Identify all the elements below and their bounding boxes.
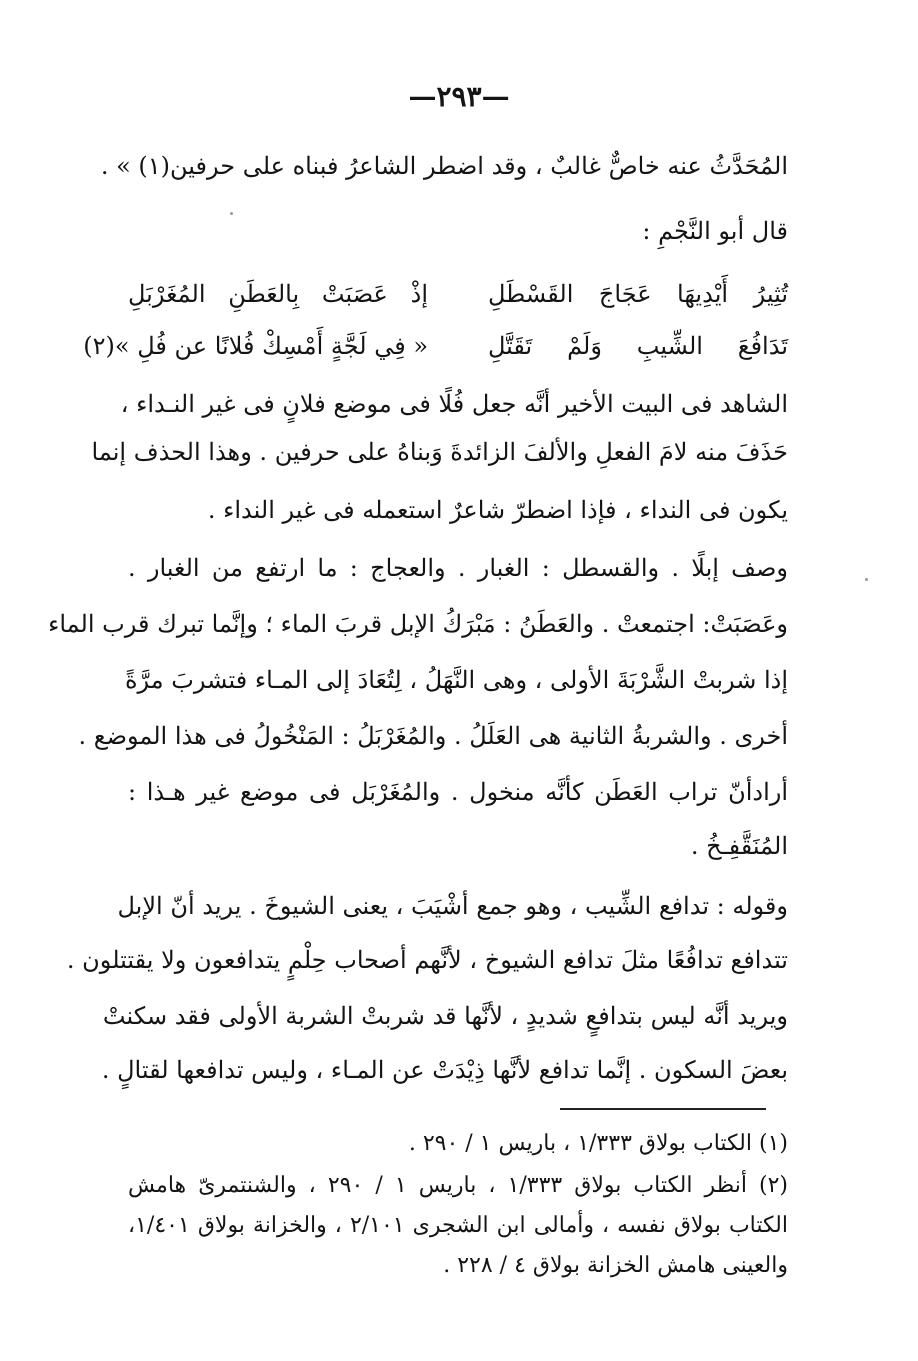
verse-2-first-hemistich: تَدَافُعَ الشِّيبِ وَلَمْ تَقَتَّلِ	[488, 332, 788, 360]
text-line-1: المُحَدَّثُ عنه خاصٌّ غالبٌ ، وقد اضطر الشاعرُ فبناه على حرفين(١) » .	[100, 152, 788, 180]
text-line-10: إذا شربتْ الشَّرْبَةَ الأولى ، وهى النَّهَلُ ، لِتُعَادَ إلى المـاء فتشربَ مرَّةً	[124, 666, 788, 694]
text-line-9: وعَصَبَتْ: اجتمعتْ . والعَطَنُ : مَبْرَكُ الإبل قربَ الماء ؛ وإنَّما تبرك قرب الماء	[48, 610, 788, 638]
verse-2-second-hemistich: « فِي لَجَّةٍ أَمْسِكْ فُلانًا عن فُلِ »(٢)	[83, 332, 428, 360]
text-line-17: بعضَ السكون . إنَّما تدافع لأنَّها ذِيْدَتْ عن المـاء ، وليس تدافعها لقتالٍ .	[101, 1056, 788, 1084]
text-line-13: المُنَقَّفِـخُ .	[690, 832, 788, 860]
verse-1-first-hemistich: تُثِيرُ أَيْدِيهَا عَجَاجَ القَسْطَلِ	[488, 280, 788, 308]
text-line-6: حَذَفَ منه لامَ الفعلِ والألفَ الزائدةَ وَبناهُ على حرفين . وهذا الحذف إنما	[91, 438, 788, 466]
paper-speck	[865, 578, 868, 581]
text-line-11: أخرى . والشربةُ الثانية هى العَلَلُ . والمُغَرْبَلُ : المَنْخُولُ فى هذا الموضع .	[78, 722, 788, 750]
verse-line-1	[128, 272, 788, 316]
footnote-2-line-2: الكتاب بولاق نفسه ، وأمالى ابن الشجرى ٢/١٠١ ، والخزانة بولاق ١/٤٠١،	[128, 1213, 788, 1238]
text-line-14: وقوله : تدافع الشِّيب ، وهو جمع أشْيَبَ ، يعنى الشيوخَ . يريد أنّ الإبل	[117, 892, 788, 920]
text-line-12: أرادأنّ تراب العَطَن كأنَّه منخول . والمُغَرْبَل فى موضع غير هـذا :	[128, 778, 788, 806]
verse-line-2	[83, 324, 788, 368]
verse-intro: قال أبو النَّجْمِ :	[642, 217, 788, 245]
text-line-15: تتدافع تدافُعًا مثلَ تدافع الشيوخ ، لأنَّهم أصحاب حِلْمٍ يتدافعون ولا يقتتلون .	[66, 946, 788, 974]
text-line-16: ويريد أنَّه ليس بتدافعٍ شديدٍ ، لأنَّها قد شربتْ الشربة الأولى فقد سكنتْ	[102, 1002, 788, 1030]
footnote-2-line-1: (٢) أنظر الكتاب بولاق ١/٣٣٣ ، باريس ١ / ٢٩٠ ، والشنتمرىّ هامش	[128, 1173, 788, 1198]
footnote-divider	[560, 1108, 766, 1110]
verse-1-second-hemistich: إذْ عَصَبَتْ بِالعَطَنِ المُغَرْبَلِ	[128, 280, 428, 308]
text-line-8: وصف إبلًا . والقسطل : الغبار . والعجاج : ما ارتفع من الغبار .	[128, 554, 788, 582]
text-line-7: يكون فى النداء ، فإذا اضطرّ شاعرٌ استعمله فى غير النداء .	[207, 496, 788, 524]
text-line-5: الشاهد فى البيت الأخير أنَّه جعل فُلًا فى موضع فلانٍ فى غير النـداء ،	[120, 390, 788, 418]
page-number: —٢٩٣—	[408, 80, 510, 113]
paper-speck	[230, 212, 233, 215]
footnote-1: (١) الكتاب بولاق ١/٣٣٣ ، باريس ١ / ٢٩٠ .	[408, 1131, 788, 1156]
footnote-2-line-3: والعينى هامش الخزانة بولاق ٤ / ٢٢٨ .	[443, 1253, 788, 1278]
